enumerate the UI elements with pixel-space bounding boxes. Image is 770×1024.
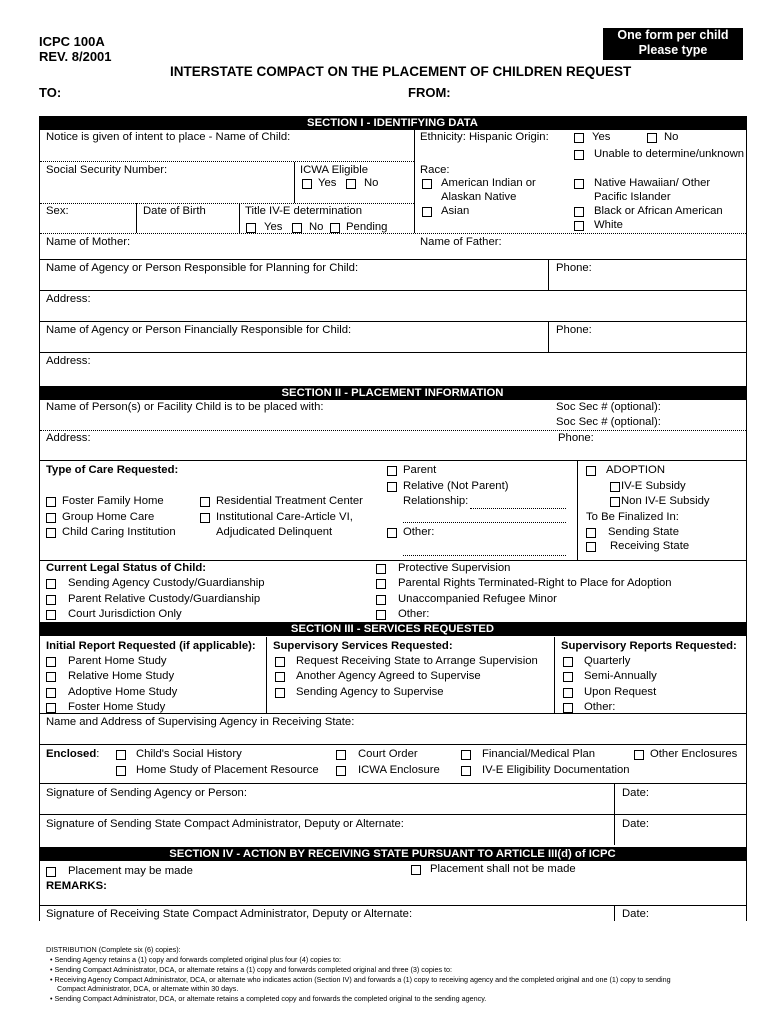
divider [40,713,746,714]
request-receiving-checkbox[interactable] [275,657,285,667]
agency-planning-phone-label: Phone: [556,262,592,274]
dob-label: Date of Birth [143,205,206,217]
refugee-label: Unaccompanied Refugee Minor [398,593,557,605]
divider [40,560,746,561]
refugee-checkbox[interactable] [376,595,386,605]
distribution-text: Sending Agency retains a (1) copy and forwards completed original plus four (4) copies to: [54,955,341,964]
foster-home-study-label: Foster Home Study [68,701,166,713]
foster-home-study-checkbox[interactable] [46,703,56,713]
foster-family-label: Foster Family Home [62,495,164,507]
title-ive-no-label: No [309,221,324,233]
enclosed-colon: : [96,748,100,760]
remarks-label: REMARKS: [46,880,107,892]
sending-state-label: Sending State [608,526,679,538]
adoptive-home-study-label: Adoptive Home Study [68,686,178,698]
financial-plan-label: Financial/Medical Plan [482,748,596,760]
placement-may-checkbox[interactable] [46,867,56,877]
relative-home-study-checkbox[interactable] [46,672,56,682]
soc-sec-2-label: Soc Sec # (optional): [556,416,661,428]
adoption-label: ADOPTION [606,464,665,476]
legal-status-label: Current Legal Status of Child: [46,562,207,574]
page-title: INTERSTATE COMPACT ON THE PLACEMENT OF CHILDREN REQUEST [170,64,632,79]
race-native-hawaiian-checkbox[interactable] [574,179,584,189]
ive-documentation-label: IV-E Eligibility Documentation [482,764,630,776]
icwa-label: ICWA Eligible [300,164,369,176]
group-home-checkbox[interactable] [46,513,56,523]
distribution-heading: DISTRIBUTION (Complete six (6) copies): [46,945,181,954]
enclosed-label-text: Enclosed [46,748,97,760]
receiving-signature-label: Signature of Receiving State Compact Administrator, Deputy or Alternate: [46,908,413,920]
race-asian-checkbox[interactable] [422,207,432,217]
type-of-care-label: Type of Care Requested: [46,464,179,476]
distribution-item-continued: Compact Administrator, DCA, or alternate within 30 days. [57,984,239,993]
divider [40,352,746,353]
placement-phone-label: Phone: [558,432,594,444]
divider [266,637,267,713]
hispanic-unknown-checkbox[interactable] [574,150,584,160]
court-jurisdiction-checkbox[interactable] [46,610,56,620]
race-label: Race: [420,164,450,176]
sending-supervise-label: Sending Agency to Supervise [296,686,444,698]
other-enclosures-label: Other Enclosures [650,748,738,760]
upon-request-checkbox[interactable] [563,688,573,698]
court-order-checkbox[interactable] [336,750,346,760]
court-jurisdiction-label: Court Jurisdiction Only [68,608,182,620]
race-asian-label: Asian [441,205,470,217]
divider [40,259,746,260]
title-ive-pending-label: Pending [346,221,388,233]
initial-report-label: Initial Report Requested (if applicable): [46,640,256,652]
relationship-label: Relationship: [403,495,469,507]
other-status-checkbox[interactable] [376,610,386,620]
divider [40,290,746,291]
upon-request-label: Upon Request [584,686,657,698]
parent-label: Parent [403,464,437,476]
parental-rights-label: Parental Rights Terminated-Right to Place for Adoption [398,577,672,589]
ssn-label: Social Security Number: [46,164,168,176]
receiving-signature-date-label: Date: [622,908,650,920]
hispanic-unknown-label: Unable to determine/unknown [594,148,745,160]
divider [239,203,240,233]
distribution-item: • Sending Compact Administrator, DCA, or alternate retains a completed copy and forwards the completed original to the sending agency. [50,994,487,1003]
home-study-checkbox[interactable] [116,766,126,776]
divider [614,814,615,845]
agency-financial-address-label: Address: [46,355,91,367]
ive-subsidy-checkbox[interactable] [610,482,620,492]
quarterly-label: Quarterly [584,655,631,667]
divider [40,203,414,204]
icwa-enclosure-checkbox[interactable] [336,766,346,776]
other-care-checkbox[interactable] [387,528,397,538]
mother-label: Name of Mother: [46,236,131,248]
other-status-label: Other: [398,608,430,620]
institutional-checkbox[interactable] [200,513,210,523]
residential-checkbox[interactable] [200,497,210,507]
distribution-text: Sending Compact Administrator, DCA, or alternate retains a (1) copy and forwards completed original and three (3) copies to: [54,965,453,974]
placement-shall-not-label: Placement shall not be made [430,863,576,875]
relationship-line [470,508,566,509]
child-caring-label: Child Caring Institution [62,526,176,538]
distribution-text: Sending Compact Administrator, DCA, or alternate retains a completed copy and forwards the completed original to the sending agency. [54,994,487,1003]
race-american-indian-label: American Indian or [441,177,536,189]
supervisory-services-label: Supervisory Services Requested: [273,640,453,652]
non-ive-subsidy-label: Non IV-E Subsidy [621,495,710,507]
protective-label: Protective Supervision [398,562,511,574]
relationship-line-2 [403,522,566,523]
to-label: TO: [39,85,62,100]
divider [40,460,746,461]
adoption-checkbox[interactable] [586,466,596,476]
agency-planning-label: Name of Agency or Person Responsible for Planning for Child: [46,262,359,274]
social-history-checkbox[interactable] [116,750,126,760]
receiving-state-checkbox[interactable] [586,542,596,552]
sending-supervise-checkbox[interactable] [275,688,285,698]
placed-with-label: Name of Person(s) or Facility Child is to be placed with: [46,401,324,413]
ive-documentation-checkbox[interactable] [461,766,471,776]
hispanic-no-checkbox[interactable] [647,133,657,143]
child-name-label: Notice is given of intent to place - Name of Child: [46,131,291,143]
divider [614,783,615,814]
supervisory-reports-label: Supervisory Reports Requested: [561,640,737,652]
icwa-enclosure-label: ICWA Enclosure [358,764,440,776]
parent-checkbox[interactable] [387,466,397,476]
soc-sec-1-label: Soc Sec # (optional): [556,401,661,413]
parent-home-study-checkbox[interactable] [46,657,56,667]
other-care-label: Other: [403,526,435,538]
hispanic-no-label: No [664,131,679,143]
other-report-label: Other: [584,701,616,713]
race-white-checkbox[interactable] [574,221,584,231]
parental-rights-checkbox[interactable] [376,579,386,589]
parent-custody-checkbox[interactable] [46,595,56,605]
distribution-text: Receiving Agency Compact Administrator, DCA, or alternate who indicates action (Section IV) and forwards a (1) copy to receiving agency and the completed original and one (1) copy to sending [54,975,671,984]
race-white-label: White [594,219,623,231]
form-border-right [746,116,747,921]
another-agency-checkbox[interactable] [275,672,285,682]
divider [414,130,415,233]
ethnicity-label: Ethnicity: Hispanic Origin: [420,131,549,143]
distribution-item: • Sending Compact Administrator, DCA, or alternate retains a (1) copy and forwards completed original and three (3) copies to: [50,965,453,974]
financial-plan-checkbox[interactable] [461,750,471,760]
agency-financial-label: Name of Agency or Person Financially Responsible for Child: [46,324,352,336]
foster-family-checkbox[interactable] [46,497,56,507]
protective-checkbox[interactable] [376,564,386,574]
parent-home-study-label: Parent Home Study [68,655,167,667]
distribution-item: • Sending Agency retains a (1) copy and forwards completed original plus four (4) copies to: [50,955,341,964]
form-border-left [39,116,40,921]
residential-label: Residential Treatment Center [216,495,363,507]
social-history-label: Child's Social History [136,748,242,760]
placement-address-label: Address: [46,432,91,444]
agency-planning-address-label: Address: [46,293,91,305]
semi-annually-label: Semi-Annually [584,670,657,682]
race-black-checkbox[interactable] [574,207,584,217]
notice-box [603,28,743,60]
placement-shall-not-checkbox[interactable] [411,865,421,875]
title-ive-yes-label: Yes [264,221,283,233]
divider [40,744,746,745]
other-report-checkbox[interactable] [563,703,573,713]
child-caring-checkbox[interactable] [46,528,56,538]
title-ive-pending-checkbox[interactable] [330,223,340,233]
divider [40,783,746,784]
divider [136,203,137,233]
race-native-hawaiian-label: Native Hawaiian/ Other [594,177,711,189]
sending-custody-checkbox[interactable] [46,579,56,589]
other-enclosures-checkbox[interactable] [634,750,644,760]
divider [614,905,615,921]
sending-custody-label: Sending Agency Custody/Guardianship [68,577,265,589]
form-revision: REV. 8/2001 [39,49,112,64]
hispanic-yes-checkbox[interactable] [574,133,584,143]
divider [40,430,746,431]
race-native-hawaiian-label-2: Pacific Islander [594,191,671,203]
divider [577,461,578,560]
divider [554,637,555,713]
sending-signature-date-label: Date: [622,787,650,799]
race-american-indian-checkbox[interactable] [422,179,432,189]
divider [40,814,746,815]
divider [294,162,295,203]
sex-label: Sex: [46,205,69,217]
relative-checkbox[interactable] [387,482,397,492]
sending-state-checkbox[interactable] [586,528,596,538]
non-ive-subsidy-checkbox[interactable] [610,497,620,507]
group-home-label: Group Home Care [62,511,155,523]
parent-custody-label: Parent Relative Custody/Guardianship [68,593,261,605]
adoptive-home-study-checkbox[interactable] [46,688,56,698]
notice-line-1: One form per child [617,28,729,42]
race-american-indian-label-2: Alaskan Native [441,191,517,203]
another-agency-label: Another Agency Agreed to Supervise [296,670,481,682]
title-ive-no-checkbox[interactable] [292,223,302,233]
icwa-yes-label: Yes [318,177,337,189]
divider [40,233,746,234]
admin-signature-label: Signature of Sending State Compact Administrator, Deputy or Alternate: [46,818,404,830]
relative-label: Relative (Not Parent) [403,480,509,492]
home-study-label: Home Study of Placement Resource [136,764,319,776]
sending-signature-label: Signature of Sending Agency or Person: [46,787,247,799]
supervising-agency-label: Name and Address of Supervising Agency in Receiving State: [46,716,355,728]
divider [40,321,746,322]
section-4-heading: SECTION IV - ACTION BY RECEIVING STATE PURSUANT TO ARTICLE III(d) of ICPC [39,847,746,861]
form-id: ICPC 100A [39,34,105,49]
ive-subsidy-label: IV-E Subsidy [621,480,686,492]
hispanic-yes-label: Yes [592,131,611,143]
notice-line-2: Please type [638,43,708,57]
quarterly-checkbox[interactable] [563,657,573,667]
from-label: FROM: [408,85,451,100]
relative-home-study-label: Relative Home Study [68,670,175,682]
court-order-label: Court Order [358,748,418,760]
other-care-line [403,555,566,556]
title-ive-label: Title IV-E determination [245,205,362,217]
father-label: Name of Father: [420,236,502,248]
receiving-state-label: Receiving State [610,540,690,552]
adjudicated-label: Adjudicated Delinquent [216,526,333,538]
distribution-item: • Receiving Agency Compact Administrator, DCA, or alternate who indicates action (Section IV) and forwards a (1) copy to receiving agency and the completed original and one (1) copy to sending [50,975,671,984]
agency-financial-phone-label: Phone: [556,324,592,336]
divider [548,259,549,290]
enclosed-label [46,748,99,760]
placement-may-label: Placement may be made [68,865,193,877]
section-3-heading: SECTION III - SERVICES REQUESTED [39,622,746,636]
race-black-label: Black or African American [594,205,723,217]
icwa-yes-checkbox[interactable] [302,179,312,189]
semi-annually-checkbox[interactable] [563,672,573,682]
section-2-heading: SECTION II - PLACEMENT INFORMATION [39,386,746,400]
divider [548,321,549,352]
icwa-no-label: No [364,177,379,189]
section-1-heading: SECTION I - IDENTIFYING DATA [39,116,746,130]
divider [40,161,414,162]
finalized-label: To Be Finalized In: [586,511,679,523]
request-receiving-label: Request Receiving State to Arrange Supervision [296,655,538,667]
icwa-no-checkbox[interactable] [346,179,356,189]
title-ive-yes-checkbox[interactable] [246,223,256,233]
admin-signature-date-label: Date: [622,818,650,830]
divider [40,905,746,906]
institutional-label: Institutional Care-Article VI, [216,511,353,523]
